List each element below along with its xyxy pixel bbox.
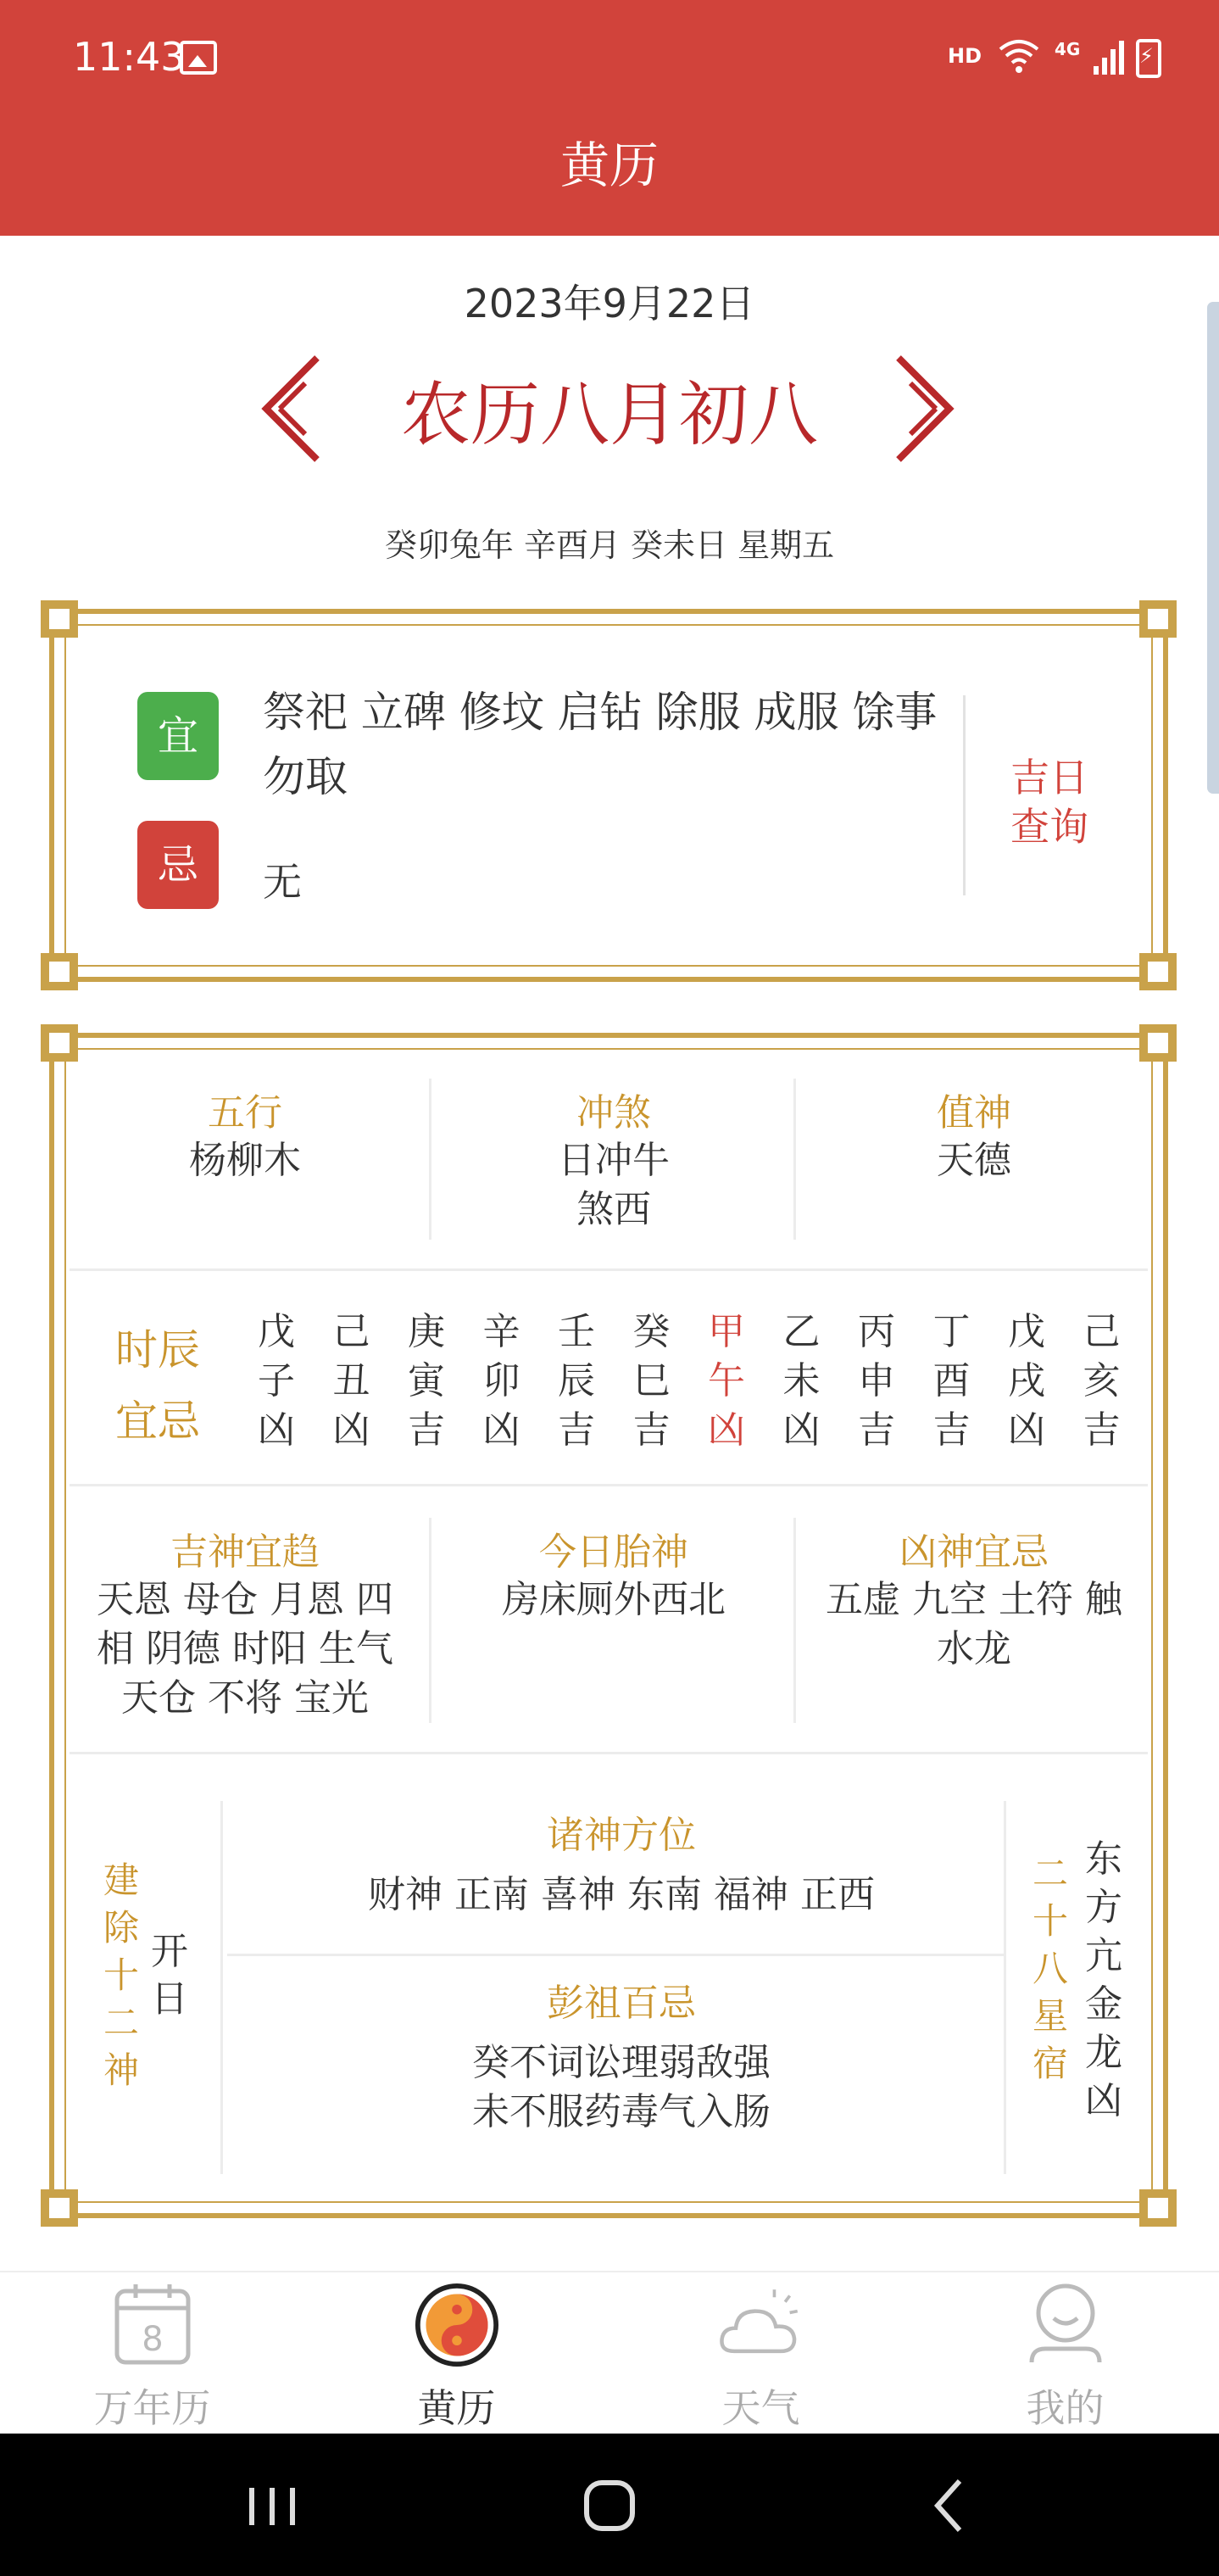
shichen-zhi: 酉	[932, 1359, 971, 1402]
jianchu-value: 开 日	[151, 1930, 188, 2021]
nav-label-almanac: 黄历	[417, 2385, 496, 2431]
chongsha-value-2: 煞西	[576, 1188, 651, 1231]
status-time: 11:43	[73, 34, 186, 80]
auspicious-day-label-1: 吉日	[1010, 755, 1088, 800]
shichen-gan: 乙	[782, 1310, 821, 1353]
shichen-zhi: 巳	[632, 1359, 671, 1402]
pengzu-label: 彭祖百忌	[547, 1982, 696, 2025]
auspicious-day-label-2: 查询	[1010, 804, 1088, 850]
corner-ornament	[41, 1024, 78, 1062]
pengzu-line-2: 未不服药毒气入肠	[472, 2090, 771, 2133]
back-button[interactable]	[912, 2467, 988, 2544]
jishen-line-3: 天仓 不将 宝光	[121, 1676, 369, 1720]
shichen-luck: 凶	[1008, 1408, 1045, 1452]
battery-charging-icon	[1136, 39, 1161, 78]
shichen-column	[701, 1308, 752, 1455]
shichen-gan: 戊	[1008, 1310, 1045, 1353]
shichen-luck: 凶	[332, 1408, 370, 1452]
home-button[interactable]	[571, 2467, 648, 2544]
shichen-gan: 丁	[932, 1310, 971, 1353]
shichen-gan: 己	[1083, 1310, 1121, 1353]
shichen-luck: 凶	[258, 1408, 295, 1452]
shichen-luck: 凶	[708, 1408, 745, 1452]
shichen-luck: 吉	[1083, 1408, 1121, 1452]
fangwei-cell	[227, 1804, 1016, 1920]
shichen-luck: 吉	[632, 1408, 671, 1452]
page-title: 黄历	[559, 137, 659, 194]
shichen-zhi: 戌	[1008, 1359, 1045, 1402]
nav-label-calendar: 万年历	[93, 2385, 211, 2431]
profile-icon	[1023, 2281, 1108, 2369]
chongsha-value-1: 日冲牛	[558, 1139, 670, 1182]
shichen-column	[626, 1308, 677, 1455]
corner-ornament	[1139, 600, 1177, 638]
shichen-gan: 丙	[858, 1310, 895, 1353]
shichen-luck: 吉	[408, 1408, 445, 1452]
shichen-zhi: 未	[782, 1359, 821, 1402]
almanac-detail-card	[49, 1033, 1168, 2218]
solar-date: 2023年9月22日	[464, 281, 755, 326]
divider	[1004, 1801, 1006, 2174]
shichen-luck: 吉	[932, 1408, 971, 1452]
yi-activities: 祭祀 立碑 修坟 启钻 除服 成服 馀事勿取	[263, 688, 938, 801]
shichen-zhi: 丑	[332, 1359, 370, 1402]
nav-item-almanac[interactable]	[304, 2272, 609, 2435]
corner-ornament	[41, 2189, 78, 2227]
taishen-value: 房床厕外西北	[502, 1578, 726, 1621]
bottom-navigation	[0, 2271, 1219, 2434]
shichen-column	[326, 1308, 377, 1455]
auspicious-day-search-button[interactable]	[990, 753, 1109, 851]
network-type: 4G	[1055, 39, 1081, 59]
wuxing-value: 杨柳木	[189, 1139, 301, 1182]
back-icon	[912, 2467, 988, 2544]
shichen-gan: 戊	[258, 1310, 295, 1353]
shichen-zhi: 寅	[408, 1359, 445, 1402]
xiongshen-label: 凶神宜忌	[899, 1531, 1049, 1574]
calendar-icon-day: 8	[142, 2320, 164, 2359]
recent-apps-icon	[234, 2467, 310, 2544]
image-icon	[180, 41, 217, 75]
shichen-luck: 凶	[482, 1408, 520, 1452]
yin-yang-icon	[415, 2281, 499, 2369]
chongsha-cell	[436, 1082, 792, 1235]
shichen-gan: 壬	[558, 1310, 595, 1353]
taishen-cell	[436, 1521, 792, 1625]
jishen-cell	[71, 1521, 419, 1723]
shichen-column	[476, 1308, 527, 1455]
wuxing-label: 五行	[208, 1091, 282, 1135]
pengzu-line-1: 癸不词讼理弱敌强	[472, 2041, 771, 2084]
divider	[963, 695, 966, 895]
nav-item-weather[interactable]	[609, 2272, 913, 2435]
recent-apps-button[interactable]	[234, 2467, 310, 2544]
shichen-gan: 甲	[708, 1310, 745, 1353]
shichen-column	[251, 1308, 302, 1455]
shichen-gan: 己	[332, 1310, 370, 1353]
app-header-bar	[0, 0, 1219, 236]
wifi-icon	[997, 37, 1041, 81]
ganzhi-date: 癸卯兔年 辛酉月 癸未日 星期五	[384, 527, 835, 564]
hd-indicator: HD	[948, 44, 982, 68]
pengzu-cell	[227, 1972, 1016, 2137]
shichen-label-2: 宜忌	[115, 1397, 200, 1446]
divider	[429, 1079, 431, 1240]
shichen-luck: 吉	[558, 1408, 595, 1452]
divider	[70, 1484, 1148, 1486]
ji-badge: 忌	[137, 821, 219, 909]
shichen-zhi: 午	[708, 1359, 745, 1402]
xiongshen-line-2: 水龙	[937, 1627, 1011, 1670]
shichen-column	[776, 1308, 827, 1455]
divider	[793, 1079, 796, 1240]
nav-label-profile: 我的	[1026, 2385, 1105, 2431]
nav-label-weather: 天气	[721, 2385, 800, 2431]
divider	[227, 1954, 1004, 1956]
corner-ornament	[1139, 2189, 1177, 2227]
divider	[220, 1801, 223, 2174]
nav-item-calendar[interactable]	[0, 2272, 304, 2435]
divider	[429, 1518, 431, 1723]
zhishen-value: 天德	[937, 1139, 1011, 1182]
shichen-column	[851, 1308, 902, 1455]
divider	[70, 1752, 1148, 1754]
xiongshen-line-1: 五虚 九空 土符 触	[826, 1578, 1122, 1621]
corner-ornament	[1139, 953, 1177, 990]
calendar-icon	[110, 2281, 195, 2369]
jishen-line-2: 相 阴德 时阳 生气	[97, 1627, 393, 1670]
fangwei-label: 诸神方位	[547, 1814, 696, 1857]
wuxing-cell	[71, 1082, 419, 1185]
divider	[793, 1518, 796, 1723]
zhishen-label: 值神	[937, 1091, 1011, 1135]
shichen-column	[551, 1308, 602, 1455]
zhishen-cell	[800, 1082, 1148, 1185]
xiu-label: 二 十 八 星 宿	[1032, 1853, 1068, 2084]
shichen-column	[1001, 1308, 1052, 1455]
system-navigation-bar	[0, 2434, 1219, 2576]
shichen-label	[107, 1314, 209, 1457]
shichen-luck: 吉	[858, 1408, 895, 1452]
shichen-zhi: 卯	[482, 1359, 520, 1402]
lunar-date: 农历八月初八	[400, 375, 818, 455]
taishen-label: 今日胎神	[539, 1531, 688, 1574]
divider	[70, 1268, 1148, 1271]
yi-ji-card	[49, 609, 1168, 982]
shichen-zhi: 亥	[1083, 1359, 1121, 1402]
home-icon	[571, 2467, 648, 2544]
jishen-line-1: 天恩 母仓 月恩 四	[97, 1578, 393, 1621]
shichen-column	[401, 1308, 452, 1455]
shichen-label-1: 时辰	[115, 1325, 200, 1374]
weather-icon	[719, 2281, 804, 2369]
corner-ornament	[41, 953, 78, 990]
jishen-label: 吉神宜趋	[170, 1531, 320, 1574]
shichen-gan: 庚	[408, 1310, 445, 1353]
xiongshen-cell	[800, 1521, 1148, 1674]
yi-badge: 宜	[137, 692, 219, 780]
jianchu-label: 建 除 十 二 神	[103, 1860, 139, 2091]
status-bar	[0, 0, 1219, 119]
fangwei-value: 财神 正南 喜神 东南 福神 正西	[368, 1873, 875, 1916]
next-day-button[interactable]	[892, 354, 958, 465]
chongsha-label: 冲煞	[576, 1091, 651, 1135]
corner-ornament	[41, 600, 78, 638]
shichen-gan: 辛	[482, 1310, 520, 1353]
shichen-zhi: 辰	[558, 1359, 595, 1402]
shichen-column	[927, 1308, 977, 1455]
signal-icon	[1094, 41, 1126, 75]
ji-activities: 无	[263, 859, 302, 905]
xiu-value: 东 方 亢 金 龙 凶	[1085, 1837, 1122, 2122]
shichen-column	[1077, 1308, 1127, 1455]
shichen-luck: 凶	[782, 1408, 821, 1452]
chevron-right-icon	[892, 354, 958, 465]
shichen-zhi: 子	[258, 1359, 295, 1402]
nav-item-profile[interactable]	[913, 2272, 1217, 2435]
corner-ornament	[1139, 1024, 1177, 1062]
shichen-gan: 癸	[632, 1310, 671, 1353]
shichen-zhi: 申	[858, 1359, 895, 1402]
